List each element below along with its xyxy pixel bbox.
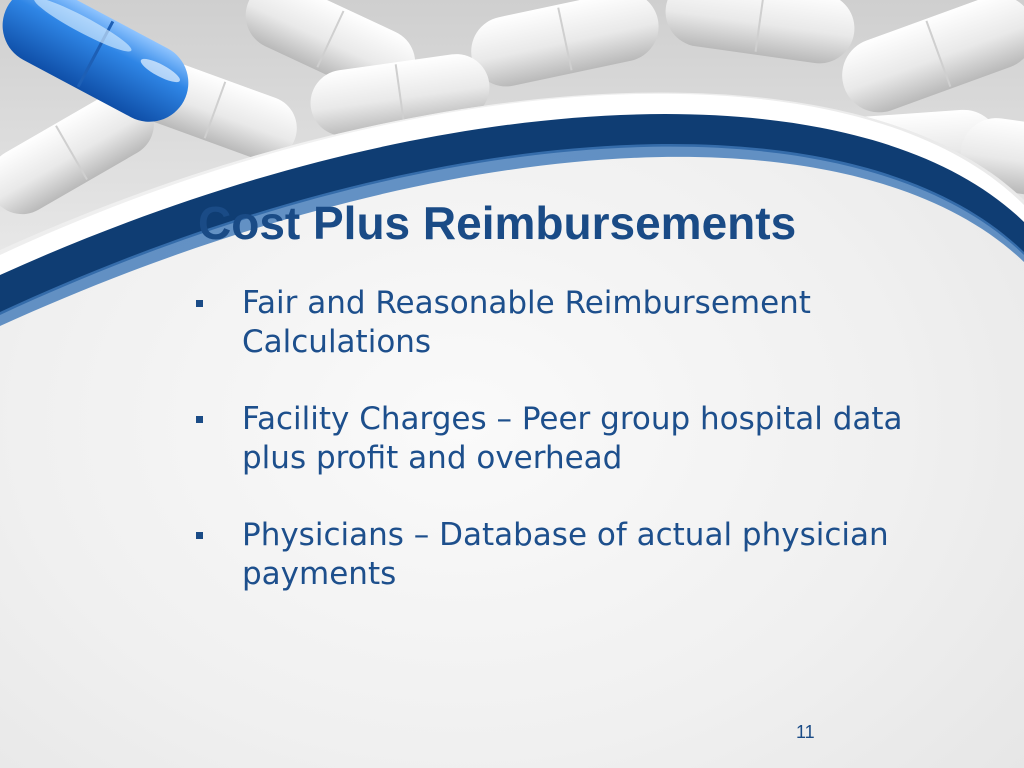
page-number: 11 (796, 722, 815, 742)
square-bullet-icon (196, 300, 203, 307)
bullet-item (190, 400, 970, 478)
bullet-text: Fair and Reasonable Reimbursement Calculations (242, 285, 811, 360)
bullet-item (190, 284, 970, 362)
square-bullet-icon (196, 416, 203, 423)
bullet-text: Physicians – Database of actual physician payments (242, 517, 889, 592)
slide-title: Cost Plus Reimbursements (198, 197, 797, 249)
bullet-text: Facility Charges – Peer group hospital data plus profit and overhead (242, 401, 903, 476)
bullet-list (190, 284, 970, 632)
square-bullet-icon (196, 532, 203, 539)
bullet-item (190, 516, 970, 594)
